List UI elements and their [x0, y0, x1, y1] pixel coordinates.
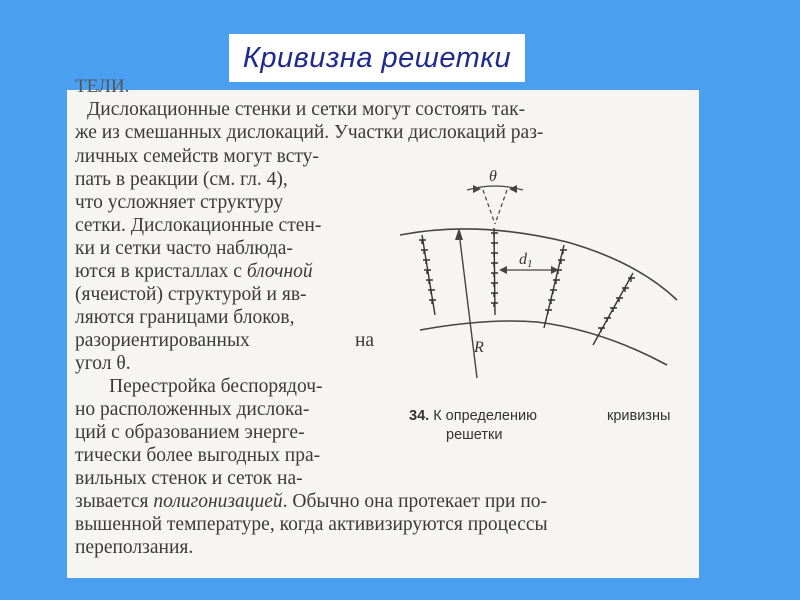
figure-caption-number: 34.: [409, 408, 430, 424]
d1-label-sub: 1: [527, 258, 533, 270]
text-line-14: но расположенных дислока-: [75, 399, 310, 420]
text-line-18-end: . Обычно она протекает при по-: [282, 491, 547, 512]
dislocation-wall-2: [491, 228, 498, 315]
cut-off-text: ТЕЛИ.: [75, 76, 130, 97]
page-content: [67, 76, 699, 578]
text-word-na: на: [355, 330, 375, 351]
text-line-17: вильных стенок и сеток на-: [75, 468, 303, 489]
text-line-7: ки и сетки часто наблюда-: [75, 238, 293, 259]
text-line-2: же из смешанных дислокаций. Участки дислокаций раз-: [75, 122, 544, 143]
radius-line: [459, 232, 477, 378]
text-line-1: Дислокационные стенки и сетки могут состоять так-: [87, 99, 526, 120]
theta-arrow-left: [473, 185, 481, 193]
text-line-3: личных семейств могут всту-: [75, 146, 319, 167]
text-line-13: Перестройка беспорядоч-: [109, 376, 323, 397]
title-box: [229, 34, 525, 82]
slide-title: Кривизна решетки: [242, 41, 512, 74]
figure-caption-line-1: [409, 408, 537, 424]
text-line-15: ций с образованием энерге-: [75, 422, 305, 443]
text-line-8-start: ются в кристаллах с: [75, 261, 247, 282]
text-line-11: разориентированных: [75, 330, 250, 351]
theta-arrow-right: [509, 185, 517, 193]
dislocation-wall-1: [419, 235, 436, 315]
text-line-12: угол θ.: [75, 353, 131, 374]
upper-boundary-curve: [400, 229, 677, 300]
radius-label: R: [474, 339, 484, 356]
text-line-16: тически более выгодных пра-: [75, 445, 321, 466]
theta-dashed-line-right: [495, 190, 507, 224]
text-line-5: что усложняет структуру: [75, 192, 284, 213]
d1-arrow-left: [499, 266, 507, 274]
theta-label: θ: [489, 168, 497, 185]
italic-word-block: блочной: [246, 261, 313, 282]
figure-caption-text-2: решетки: [446, 427, 503, 443]
text-line-19: вышенной температуре, когда активизируются процессы: [75, 514, 548, 535]
text-line-6: сетки. Дислокационные стен-: [75, 215, 322, 236]
figure-caption-text-1: К определению: [433, 408, 537, 424]
text-line-18-start: зывается: [75, 491, 154, 512]
dislocation-wall-4: [593, 273, 635, 345]
d1-label: [519, 251, 533, 270]
text-line-20: переползания.: [75, 537, 194, 558]
lattice-curvature-figure: [67, 90, 699, 578]
d1-label-main: d: [519, 251, 527, 268]
dislocation-wall-3: [544, 245, 567, 328]
theta-dashed-line-left: [483, 190, 495, 224]
figure-caption-text-1b: кривизны: [607, 408, 671, 424]
italic-word-polygonization: полигонизацией: [153, 491, 283, 512]
text-line-4: пать в реакции (см. гл. 4),: [75, 169, 288, 190]
text-line-9: (ячеистой) структурой и яв-: [75, 284, 307, 305]
textbook-page-scan: [67, 76, 699, 578]
text-line-10: ляются границами блоков,: [75, 307, 295, 328]
